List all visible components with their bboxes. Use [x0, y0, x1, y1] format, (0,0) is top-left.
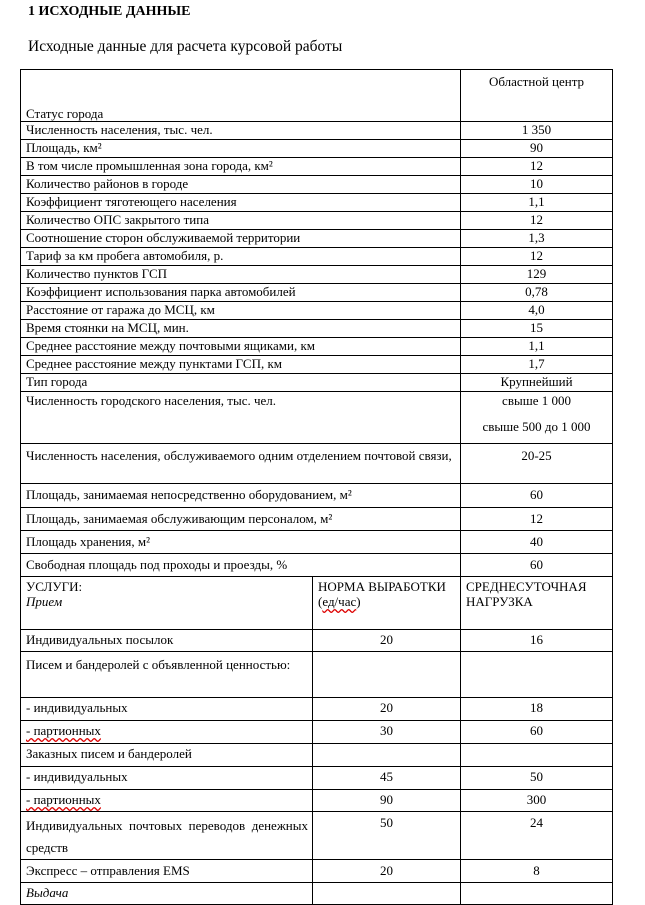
area-value: 12 [461, 508, 613, 531]
load-header-label: СРЕДНЕСУТОЧНАЯ НАГРУЗКА [461, 577, 613, 630]
empty-cell [461, 744, 613, 767]
empty-cell [313, 652, 461, 698]
table-row [21, 812, 613, 860]
service-label: - индивидуальных [21, 767, 313, 790]
table-row [21, 248, 613, 266]
table-row [21, 444, 613, 484]
service-norm: 45 [313, 767, 461, 790]
table-row [21, 554, 613, 577]
urban-population-label: Численность городского населения, тыс. чел. [21, 392, 461, 444]
service-load: 300 [461, 790, 613, 812]
param-label: Количество пунктов ГСП [21, 266, 461, 284]
table-row [21, 652, 613, 698]
service-load: 8 [461, 860, 613, 883]
param-label: Тариф за км пробега автомобиля, р. [21, 248, 461, 266]
param-value: 129 [461, 266, 613, 284]
urban-population-values [461, 392, 613, 444]
city-type-value: Крупнейший [461, 374, 613, 392]
city-status-label: Статус города [21, 70, 461, 122]
service-label: Писем и бандеролей с объявленной ценностью: [21, 652, 313, 698]
empty-cell [313, 744, 461, 767]
table-row [21, 140, 613, 158]
param-label: Количество ОПС закрытого типа [21, 212, 461, 230]
table-row [21, 70, 613, 122]
service-norm: 20 [313, 698, 461, 721]
norm-header-cell [313, 577, 461, 630]
empty-cell [313, 883, 461, 905]
param-label: Соотношение сторон обслуживаемой территории [21, 230, 461, 248]
urban-population-value-1: свыше 1 000 [502, 393, 571, 408]
param-value: 12 [461, 212, 613, 230]
table-row [21, 374, 613, 392]
table-row [21, 767, 613, 790]
services-header-row [21, 577, 613, 630]
service-norm: 90 [313, 790, 461, 812]
city-type-label: Тип города [21, 374, 461, 392]
param-value: 15 [461, 320, 613, 338]
param-value: 90 [461, 140, 613, 158]
service-label: - партионных [21, 790, 313, 812]
param-label: Время стоянки на МСЦ, мин. [21, 320, 461, 338]
param-value: 1 350 [461, 122, 613, 140]
param-value: 1,1 [461, 338, 613, 356]
area-label: Свободная площадь под проходы и проезды, % [21, 554, 461, 577]
param-value: 12 [461, 158, 613, 176]
param-label: Среднее расстояние между почтовыми ящиками, км [21, 338, 461, 356]
param-label: Расстояние от гаража до МСЦ, км [21, 302, 461, 320]
param-value: 1,7 [461, 356, 613, 374]
table-row [21, 630, 613, 652]
service-norm: 30 [313, 721, 461, 744]
param-value: 1,3 [461, 230, 613, 248]
service-label: Индивидуальных почтовых переводов денежных средств [21, 812, 313, 860]
param-label: Количество районов в городе [21, 176, 461, 194]
table-row [21, 266, 613, 284]
service-load: 24 [461, 812, 613, 860]
table-row [21, 302, 613, 320]
section-heading: 1 ИСХОДНЫЕ ДАННЫЕ [28, 4, 191, 19]
population-per-office-value: 20-25 [461, 444, 613, 484]
service-label: - индивидуальных [21, 698, 313, 721]
area-value: 60 [461, 554, 613, 577]
table-row [21, 122, 613, 140]
table-row [21, 860, 613, 883]
param-value: 0,78 [461, 284, 613, 302]
service-label: Заказных писем и бандеролей [21, 744, 313, 767]
table-row [21, 284, 613, 302]
empty-cell [461, 652, 613, 698]
table-row [21, 320, 613, 338]
param-label: В том числе промышленная зона города, км² [21, 158, 461, 176]
table-row [21, 194, 613, 212]
param-value: 1,1 [461, 194, 613, 212]
area-value: 60 [461, 484, 613, 508]
param-value: 12 [461, 248, 613, 266]
table-row [21, 212, 613, 230]
table-row [21, 744, 613, 767]
norm-header-unit: (ед/час) [318, 594, 361, 609]
service-load: 18 [461, 698, 613, 721]
service-label: Экспресс – отправления EMS [21, 860, 313, 883]
service-label: Индивидуальных посылок [21, 630, 313, 652]
service-load: 16 [461, 630, 613, 652]
table-row [21, 790, 613, 812]
param-label: Площадь, км² [21, 140, 461, 158]
norm-header-label: НОРМА ВЫРАБОТКИ [318, 579, 446, 594]
table-row [21, 392, 613, 444]
service-load: 50 [461, 767, 613, 790]
param-label: Коэффициент использования парка автомобилей [21, 284, 461, 302]
table-row [21, 230, 613, 248]
service-label: - партионных [21, 721, 313, 744]
delivery-label: Выдача [21, 883, 313, 905]
area-label: Площадь, занимаемая непосредственно оборудованием, м² [21, 484, 461, 508]
param-label: Численность населения, тыс. чел. [21, 122, 461, 140]
reception-header-label: Прием [26, 594, 63, 609]
section-subtitle: Исходные данные для расчета курсовой работы [28, 38, 343, 55]
table-row [21, 338, 613, 356]
table-row [21, 158, 613, 176]
area-value: 40 [461, 531, 613, 554]
table-row [21, 721, 613, 744]
service-norm: 20 [313, 630, 461, 652]
population-per-office-label: Численность населения, обслуживаемого одним отделением почтовой связи, [21, 444, 461, 484]
service-norm: 50 [313, 812, 461, 860]
service-norm: 20 [313, 860, 461, 883]
service-load: 60 [461, 721, 613, 744]
services-header-cell [21, 577, 313, 630]
param-value: 10 [461, 176, 613, 194]
table-row [21, 531, 613, 554]
services-header-label: УСЛУГИ: [26, 579, 83, 594]
table-row [21, 698, 613, 721]
table-row [21, 883, 613, 905]
param-label: Среднее расстояние между пунктами ГСП, км [21, 356, 461, 374]
area-label: Площадь, занимаемая обслуживающим персоналом, м² [21, 508, 461, 531]
param-label: Коэффициент тяготеющего населения [21, 194, 461, 212]
city-status-value: Областной центр [461, 70, 613, 122]
param-value: 4,0 [461, 302, 613, 320]
table-row [21, 484, 613, 508]
table-row [21, 176, 613, 194]
area-label: Площадь хранения, м² [21, 531, 461, 554]
table-row [21, 508, 613, 531]
urban-population-value-2: свыше 500 до 1 000 [482, 419, 591, 434]
empty-cell [461, 883, 613, 905]
table-row [21, 356, 613, 374]
source-data-table [20, 69, 613, 905]
